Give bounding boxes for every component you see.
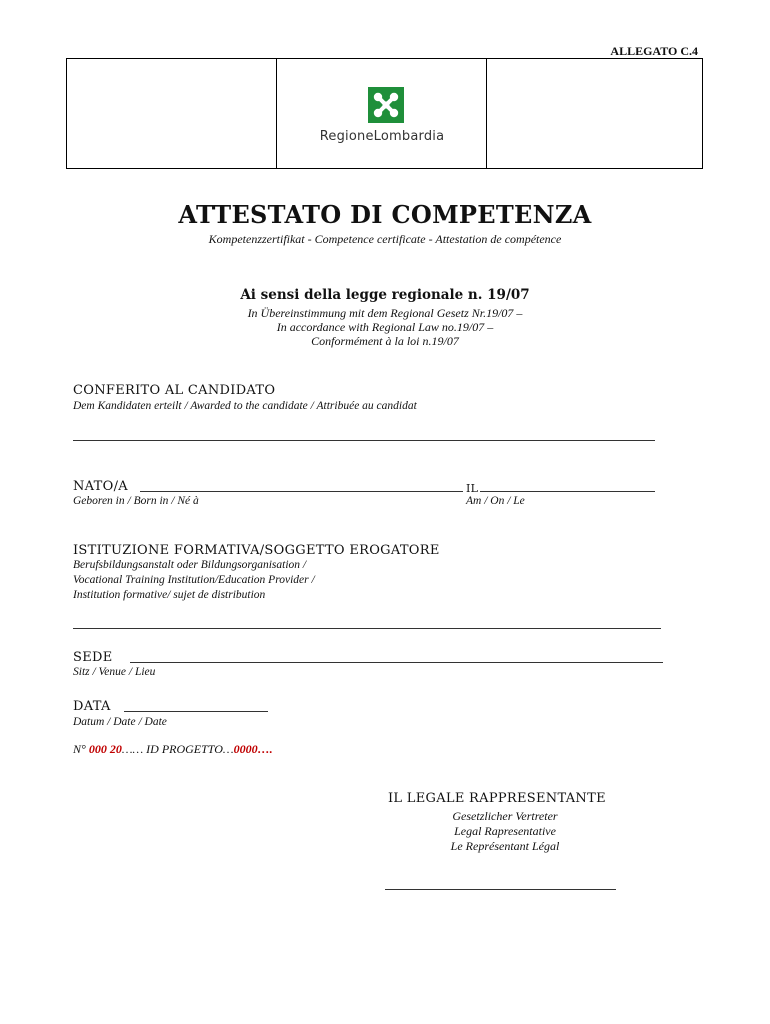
number-middle: …… ID PROGETTO… [121,742,234,756]
candidate-name-field[interactable] [73,440,655,441]
law-sub-en: In accordance with Regional Law no.19/07 – [276,320,494,334]
institution-field[interactable] [73,628,661,629]
born-sublabel: Geboren in / Born in / Né à [73,495,199,507]
law-sub-fr: Conformément à la loi n.19/07 [311,334,459,348]
institution-sub-de: Berufsbildungsanstalt oder Bildungsorganisation / [73,559,307,571]
date-field[interactable] [124,711,268,712]
sede-field[interactable] [130,662,663,663]
date-label: DATA [73,699,111,714]
project-id: 0000…. [233,742,273,756]
il-sublabel: Am / On / Le [466,495,525,507]
date-sublabel: Datum / Date / Date [73,716,167,728]
signature-field[interactable] [385,889,616,890]
institution-sub-en: Vocational Training Institution/Education Provider / [73,574,315,586]
header-cell-left [67,59,277,168]
allegato-label: ALLEGATO C.4 [610,44,698,58]
document-subtitle: Kompetenzzertifikat - Competence certificate - Attestation de compétence [208,232,562,246]
il-label: IL [466,482,479,495]
candidate-label: CONFERITO AL CANDIDATO [73,383,276,398]
regione-lombardia-logo-icon [368,87,404,123]
signature-title: IL LEGALE RAPPRESENTANTE [388,791,606,806]
signature-sub-de: Gesetzlicher Vertreter [452,809,558,823]
signature-sub-fr: Le Représentant Légal [450,839,560,853]
born-label: NATO/A [73,479,128,494]
born-date-field[interactable] [480,491,655,492]
signature-sub-it: Legal Rapresentative [454,824,556,838]
law-sub-de: In Übereinstimmung mit dem Regional Gesetz Nr.19/07 – [247,306,523,320]
law-title: Ai sensi della legge regionale n. 19/07 [240,287,530,303]
logo-text: RegioneLombardia [319,129,445,144]
number-prefix: N° [73,742,89,756]
number-code: 000 20 [88,742,122,756]
header-box [66,58,703,169]
certificate-number [73,742,273,757]
born-place-field[interactable] [140,491,463,492]
header-cell-logo [277,59,487,168]
sede-label: SEDE [73,650,113,665]
sede-sublabel: Sitz / Venue / Lieu [73,666,156,678]
institution-sub-fr: Institution formative/ sujet de distribution [73,589,266,601]
institution-label: ISTITUZIONE FORMATIVA/SOGGETTO EROGATORE [73,543,440,558]
candidate-sublabel: Dem Kandidaten erteilt / Awarded to the candidate / Attribuée au candidat [73,400,417,412]
document-title: ATTESTATO DI COMPETENZA [178,200,592,229]
